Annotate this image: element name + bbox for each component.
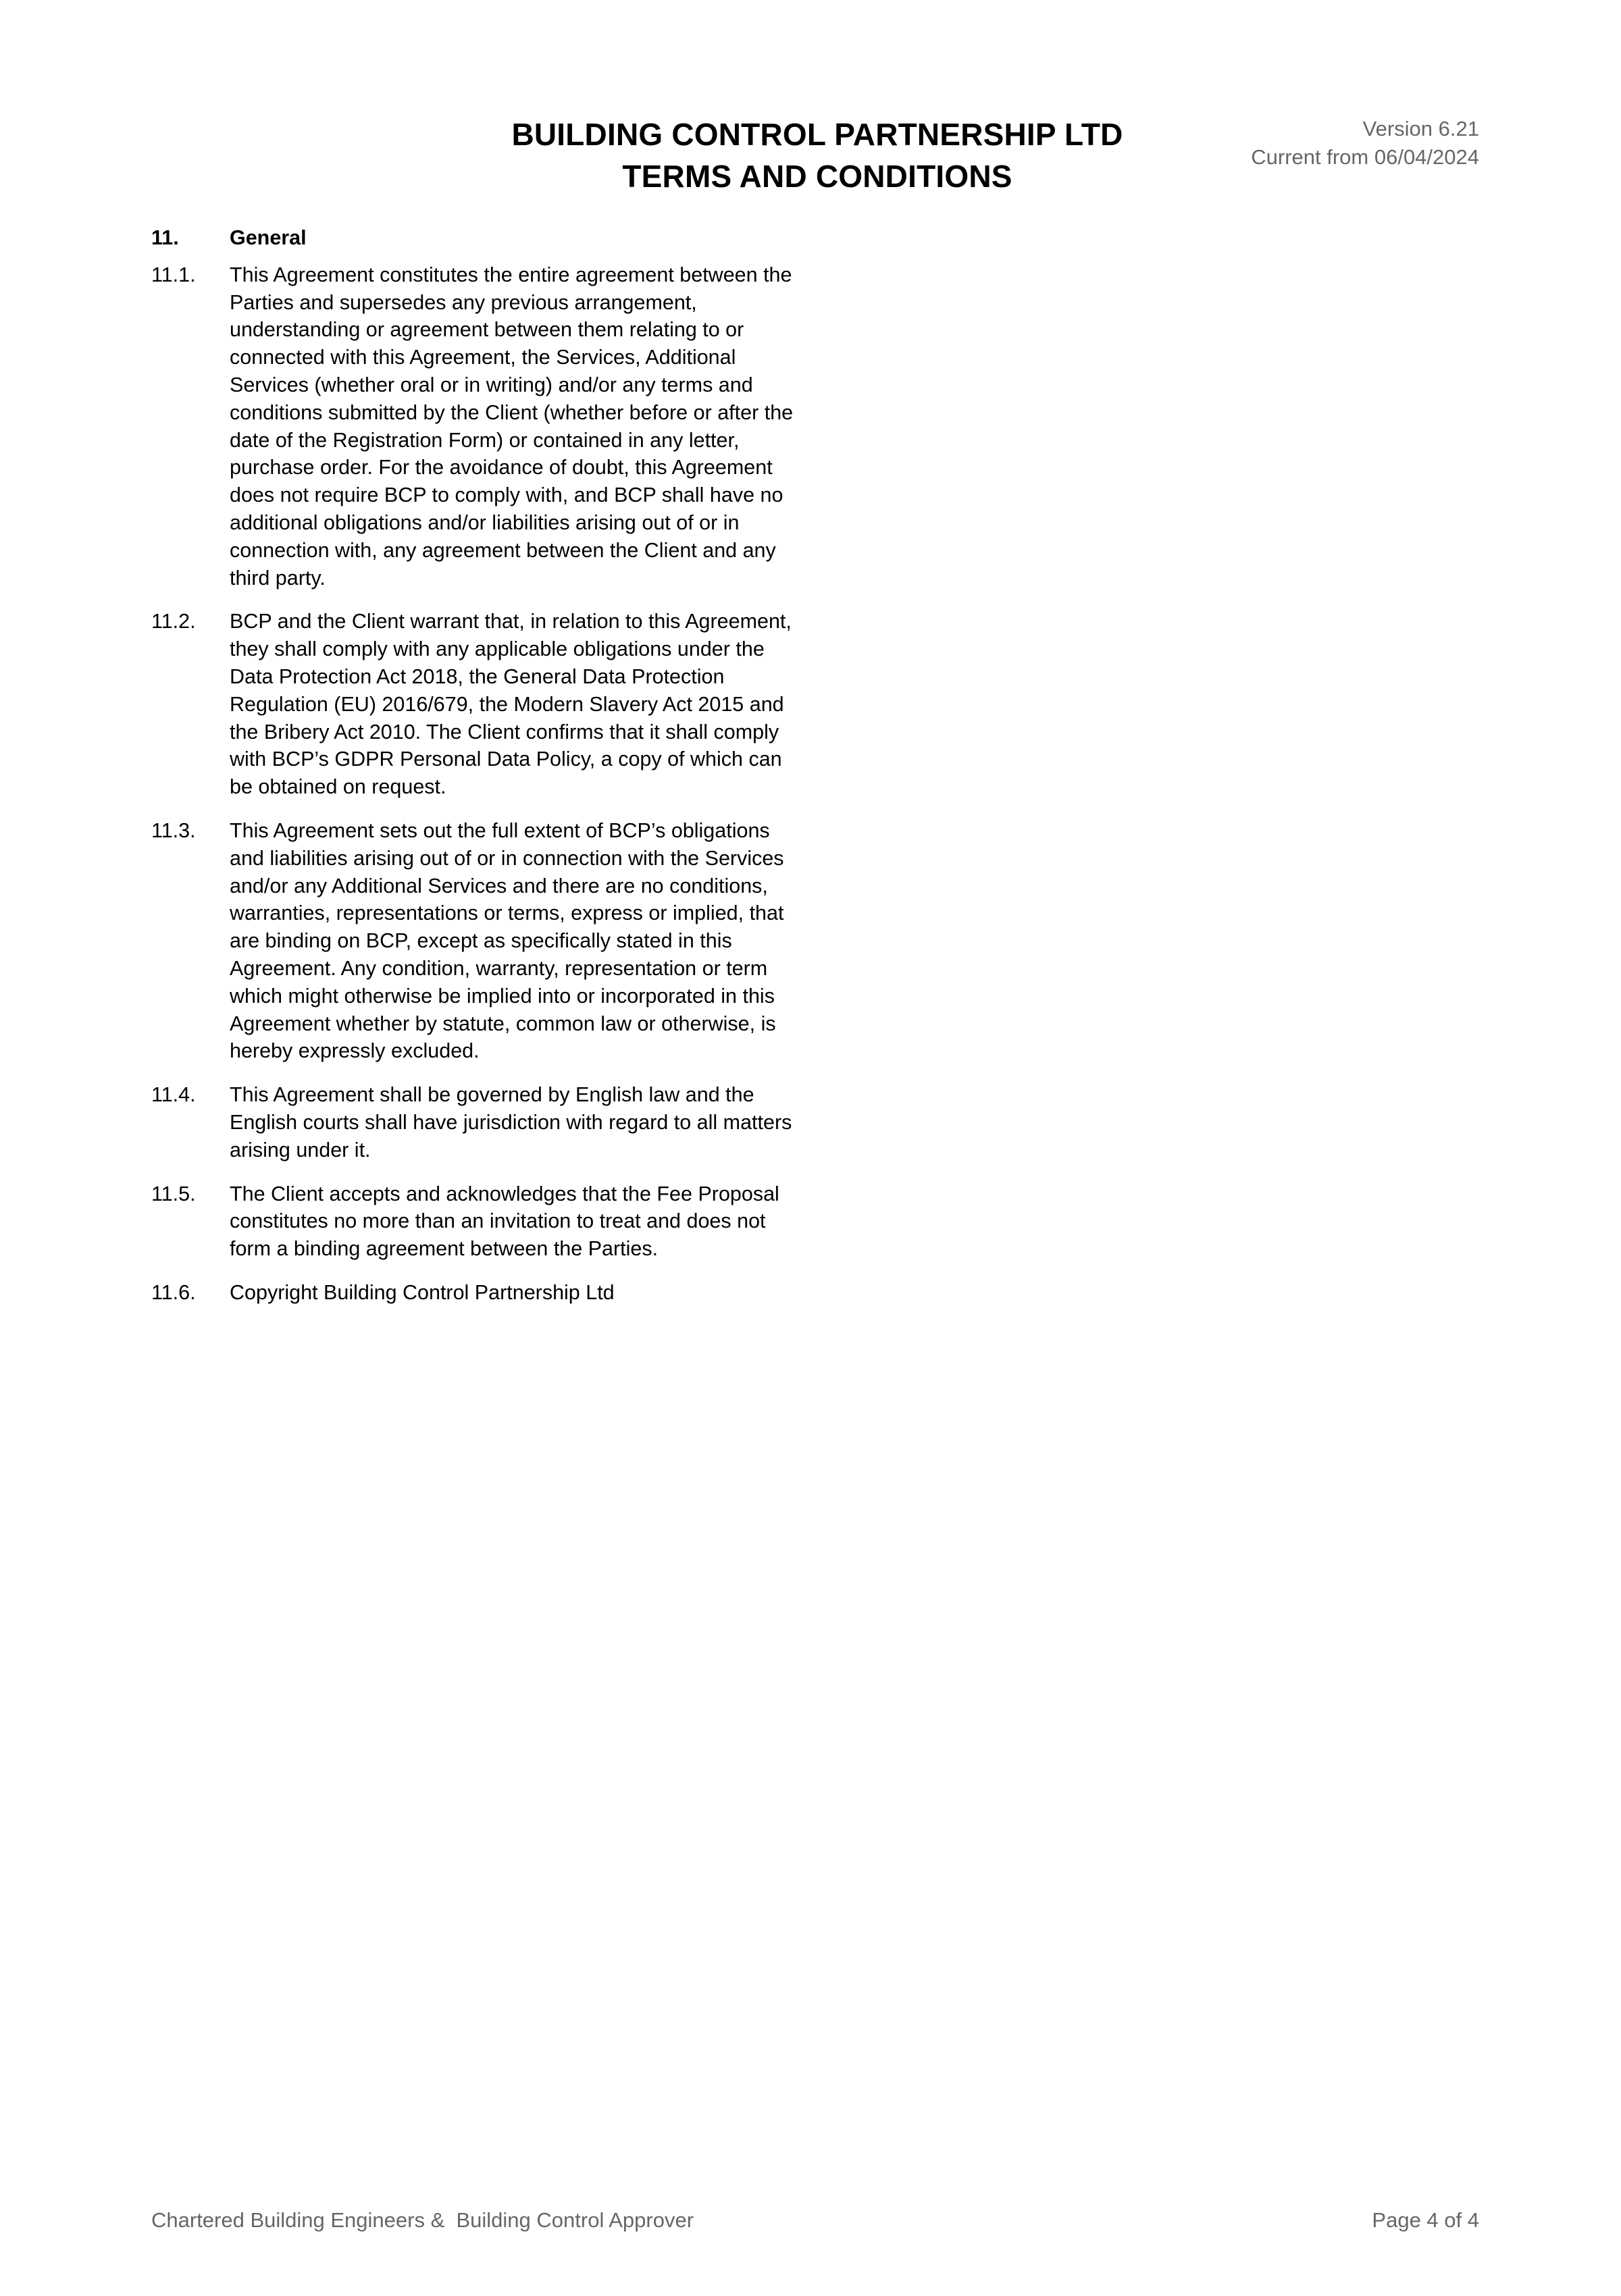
version-label: Version 6.21 — [1362, 117, 1479, 140]
current-from-label: Current from 06/04/2024 — [1251, 145, 1479, 169]
clause-11-3 — [151, 817, 800, 1065]
clause-number: 11.2. — [151, 610, 196, 633]
clause-11-4 — [151, 1081, 800, 1164]
clause-text: Copyright Building Control Partnership Ltd — [230, 1280, 615, 1304]
footer-company-description: Chartered Building Engineers & Building Control Approver — [151, 2208, 694, 2232]
clause-text: This Agreement shall be governed by English law and the English courts shall have jurisdiction with regard to all matters arising under it. — [230, 1083, 792, 1162]
clause-number: 11.5. — [151, 1182, 196, 1205]
clause-text: This Agreement sets out the full extent of BCP’s obligations and liabilities arising out of or in connection with the Services and/or any Additional Services and there are no conditions, warranties, representations or terms, express or implied, that are binding on BCP, except as specifically stated in this Agreement. Any condition, warranty, representation or term which might otherwise be implied into or incorporated in this Agreement whether by statute, common law or otherwise, is hereby expressly excluded. — [230, 818, 784, 1063]
version-info — [1141, 115, 1479, 172]
section-heading — [151, 224, 800, 252]
clause-text: This Agreement constitutes the entire agreement between the Parties and supersedes any previous arrangement, understanding or agreement between them relating to or connected with this Agreement, the Services, Additional Services (whether oral or in writing) and/or any terms and conditions submitted by the Client (whether before or after the date of the Registration Form) or contained in any letter, purchase order. For the avoidance of doubt, this Agreement does not require BCP to comply with, and BCP shall have no additional obligations and/or liabilities arising out of or in connection with, any agreement between the Client and any third party. — [230, 263, 794, 590]
clause-text: BCP and the Client warrant that, in relation to this Agreement, they shall comply with any applicable obligations under the Data Protection Act 2018, the General Data Protection Regulation (EU) 2016/679, the Modern Slavery Act 2015 and the Bribery Act 2010. The Client confirms that it shall comply with BCP’s GDPR Personal Data Policy, a copy of which can be obtained on request. — [230, 610, 792, 799]
terms-content — [151, 224, 800, 1323]
document-title — [419, 113, 1216, 197]
section-number: 11. — [151, 226, 179, 249]
title-line-1: BUILDING CONTROL PARTNERSHIP LTD — [511, 117, 1123, 152]
clause-text: The Client accepts and acknowledges that the Fee Proposal constitutes no more than an invitation to treat and does not form a binding agreement between the Parties. — [230, 1182, 779, 1261]
clause-11-1 — [151, 261, 800, 592]
clause-11-2 — [151, 608, 800, 801]
clause-number: 11.4. — [151, 1083, 196, 1107]
clause-11-6 — [151, 1279, 800, 1307]
footer-page-number: Page 4 of 4 — [1372, 2208, 1479, 2232]
clause-number: 11.3. — [151, 818, 196, 842]
clause-number: 11.1. — [151, 263, 196, 286]
clause-11-5 — [151, 1180, 800, 1263]
clause-number: 11.6. — [151, 1280, 196, 1304]
title-line-2: TERMS AND CONDITIONS — [622, 159, 1012, 194]
section-title: General — [230, 226, 307, 249]
